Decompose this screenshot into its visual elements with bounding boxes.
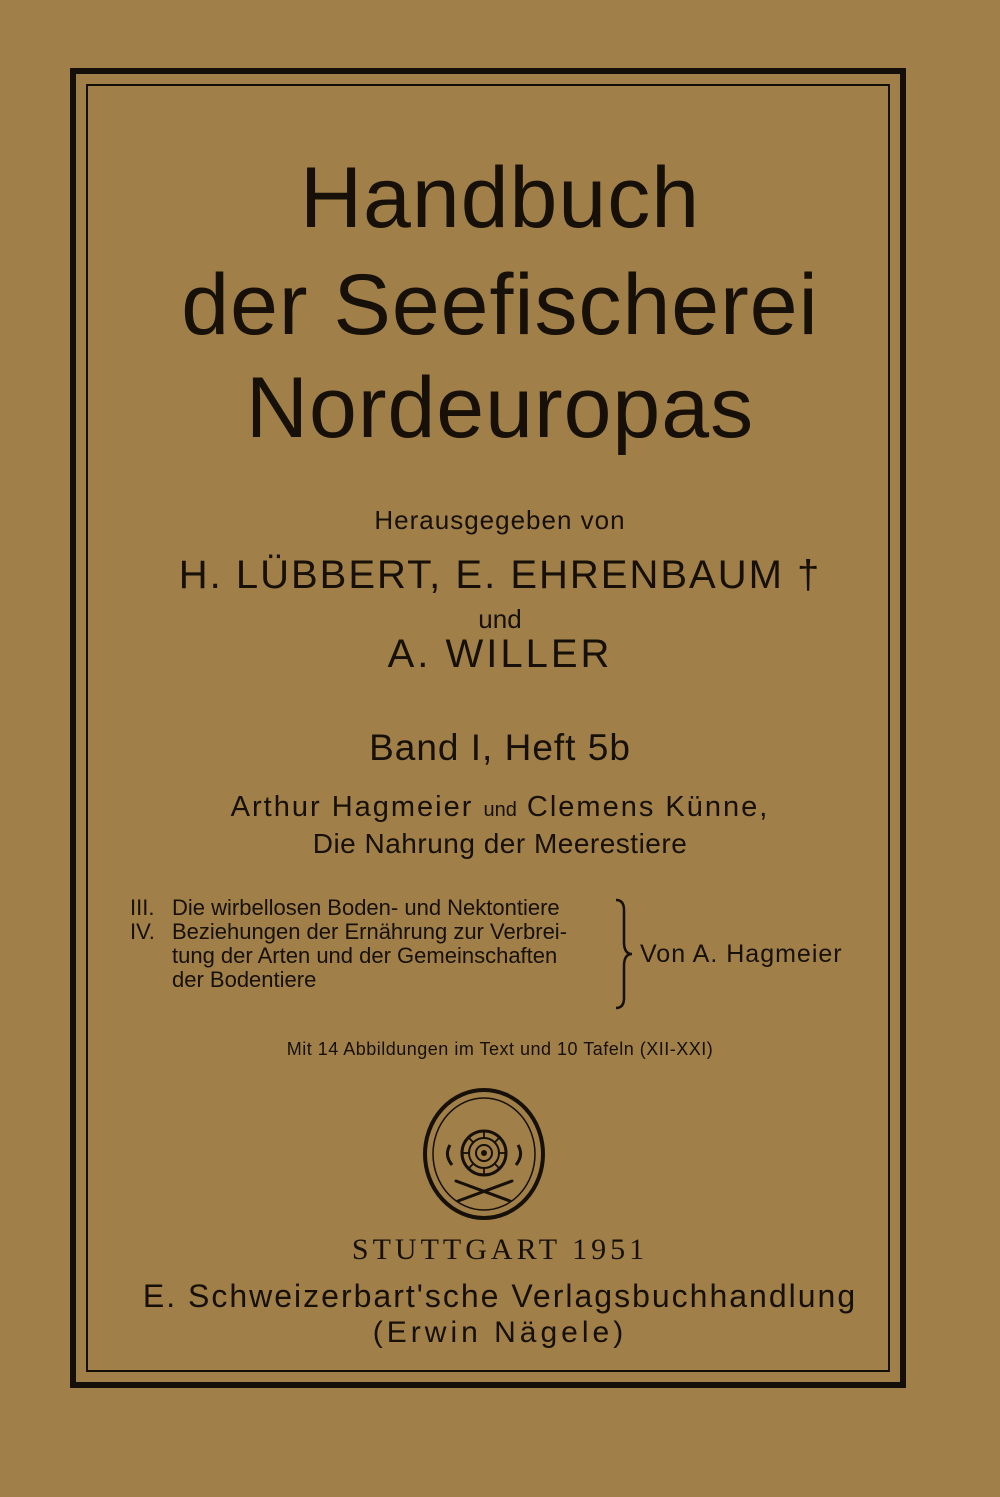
editor-third: A. WILLER xyxy=(387,632,613,676)
publisher-seal-icon xyxy=(420,1085,548,1223)
curly-brace-icon xyxy=(612,898,636,1010)
contents-author: Von A. Hagmeier xyxy=(640,940,843,968)
title-line-3: Nordeuropas xyxy=(245,360,755,456)
volume-label: Band I, Heft 5b xyxy=(369,727,631,768)
contents-text: der Bodentiere xyxy=(172,967,317,992)
place-and-year: STUTTGART 1951 xyxy=(351,1233,649,1266)
authors-line xyxy=(0,791,1000,824)
contents-row xyxy=(130,920,630,944)
editors-names: H. LÜBBERT, E. EHRENBAUM † xyxy=(178,553,822,597)
publisher-name: E. Schweizerbart'sche Verlagsbuchhandlung xyxy=(142,1278,858,1314)
authors-conjunction: und xyxy=(483,799,517,821)
title-line-1: Handbuch xyxy=(299,150,701,246)
contents-text: tung der Arten und der Gemeinschaften xyxy=(172,943,558,968)
contents-row xyxy=(130,944,630,968)
contents-number: IV. xyxy=(130,919,155,944)
contents-number: III. xyxy=(130,895,155,920)
contents-list xyxy=(130,896,630,992)
publisher-owner: (Erwin Nägele) xyxy=(372,1316,628,1349)
illustrations-note: Mit 14 Abbildungen im Text und 10 Tafeln (XII-XXI) xyxy=(286,1039,714,1059)
editors-intro: Herausgegeben von xyxy=(374,505,626,535)
contents-row xyxy=(130,968,630,992)
title-line-2: der Seefischerei xyxy=(181,257,819,353)
contents-text: Beziehungen der Ernährung zur Verbrei- xyxy=(172,919,568,944)
work-title: Die Nahrung der Meerestiere xyxy=(312,828,688,859)
contents-text: Die wirbellosen Boden- und Nektontiere xyxy=(172,895,560,920)
contents-row xyxy=(130,896,630,920)
editors-conjunction: und xyxy=(478,604,522,634)
author-first: Arthur Hagmeier xyxy=(230,791,474,823)
author-second: Clemens Künne, xyxy=(526,791,770,823)
